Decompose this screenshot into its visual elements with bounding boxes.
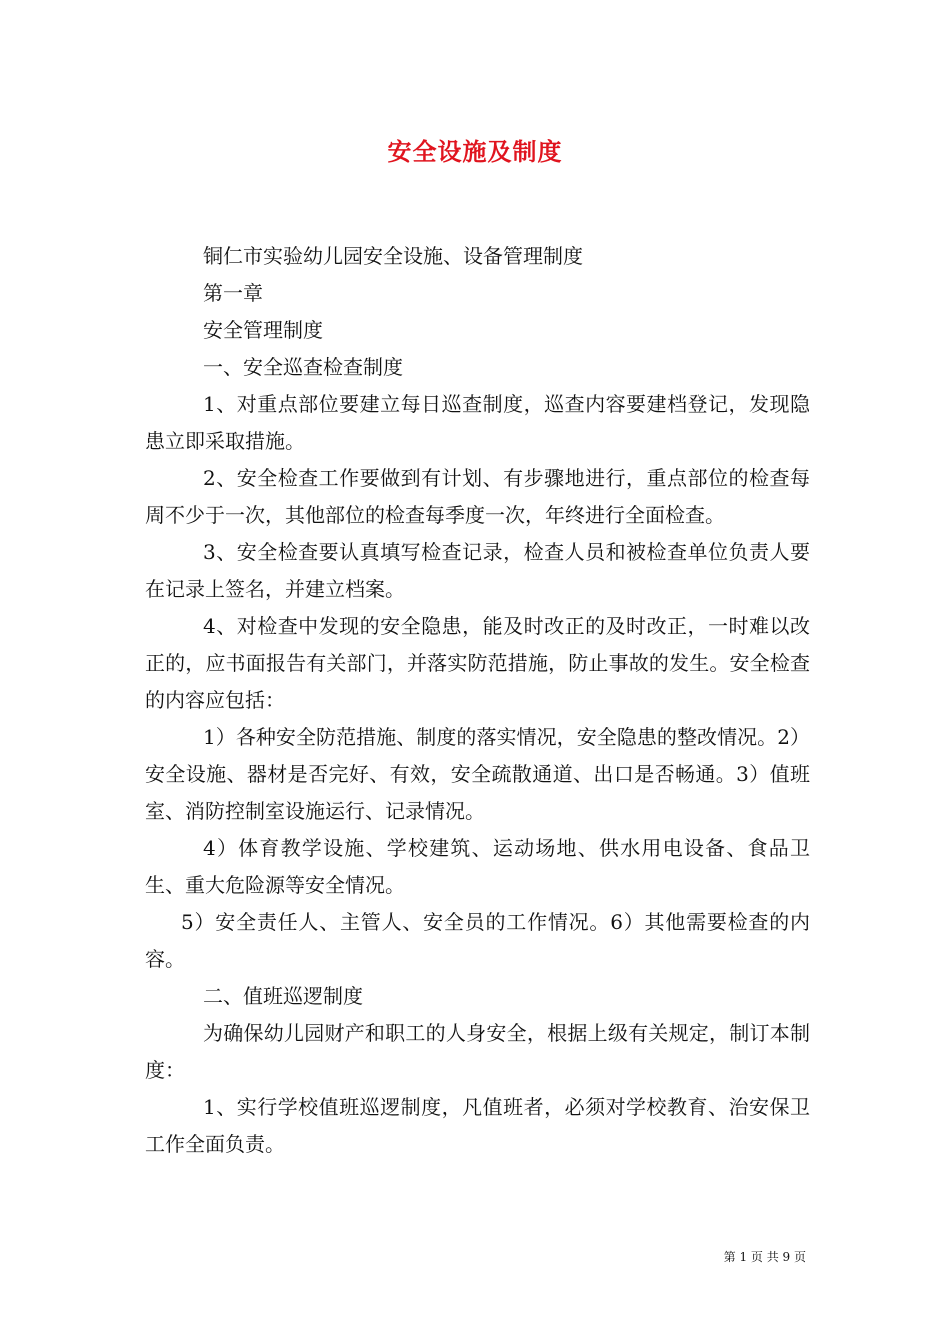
page-title: 安全设施及制度: [387, 137, 563, 166]
paragraph-subitems-1-3: 1）各种安全防范措施、制度的落实情况，安全隐患的整改情况。2）安全设施、器材是否完好、有效，安全疏散通道、出口是否畅通。3）值班室、消防控制室设施运行、记录情况。: [145, 725, 810, 823]
document-subtitle: 铜仁市实验幼儿园安全设施、设备管理制度: [203, 244, 583, 268]
paragraph-subitem-4: 4）体育教学设施、学校建筑、运动场地、供水用电设备、食品卫生、重大危险源等安全情况。: [145, 836, 810, 897]
paragraph-item-3: 3、安全检查要认真填写检查记录，检查人员和被检查单位负责人要在记录上签名，并建立档案。: [145, 540, 810, 601]
section-heading-2: 二、值班巡逻制度: [203, 984, 363, 1008]
paragraph-subitems-5-6: 5）安全责任人、主管人、安全员的工作情况。6）其他需要检查的内容。: [145, 910, 810, 971]
paragraph-item-2: 2、安全检查工作要做到有计划、有步骤地进行，重点部位的检查每周不少于一次，其他部位的检查每季度一次，年终进行全面检查。: [145, 466, 810, 527]
paragraph-item-1: 1、对重点部位要建立每日巡查制度，巡查内容要建档登记，发现隐患立即采取措施。: [145, 392, 810, 453]
page-number: 第 1 页 共 9 页: [723, 1250, 806, 1264]
chapter-heading: 第一章: [203, 281, 263, 305]
paragraph-item-4: 4、对检查中发现的安全隐患，能及时改正的及时改正，一时难以改正的，应书面报告有关部门，并落实防范措施，防止事故的发生。安全检查的内容应包括：: [145, 614, 810, 712]
paragraph-intro: 为确保幼儿园财产和职工的人身安全，根据上级有关规定，制订本制度：: [145, 1021, 810, 1082]
document-body: [145, 238, 810, 1163]
paragraph-duty-1: 1、实行学校值班巡逻制度，凡值班者，必须对学校教育、治安保卫工作全面负责。: [145, 1095, 810, 1156]
section-heading-1: 一、安全巡查检查制度: [203, 355, 403, 379]
chapter-title: 安全管理制度: [203, 318, 323, 342]
